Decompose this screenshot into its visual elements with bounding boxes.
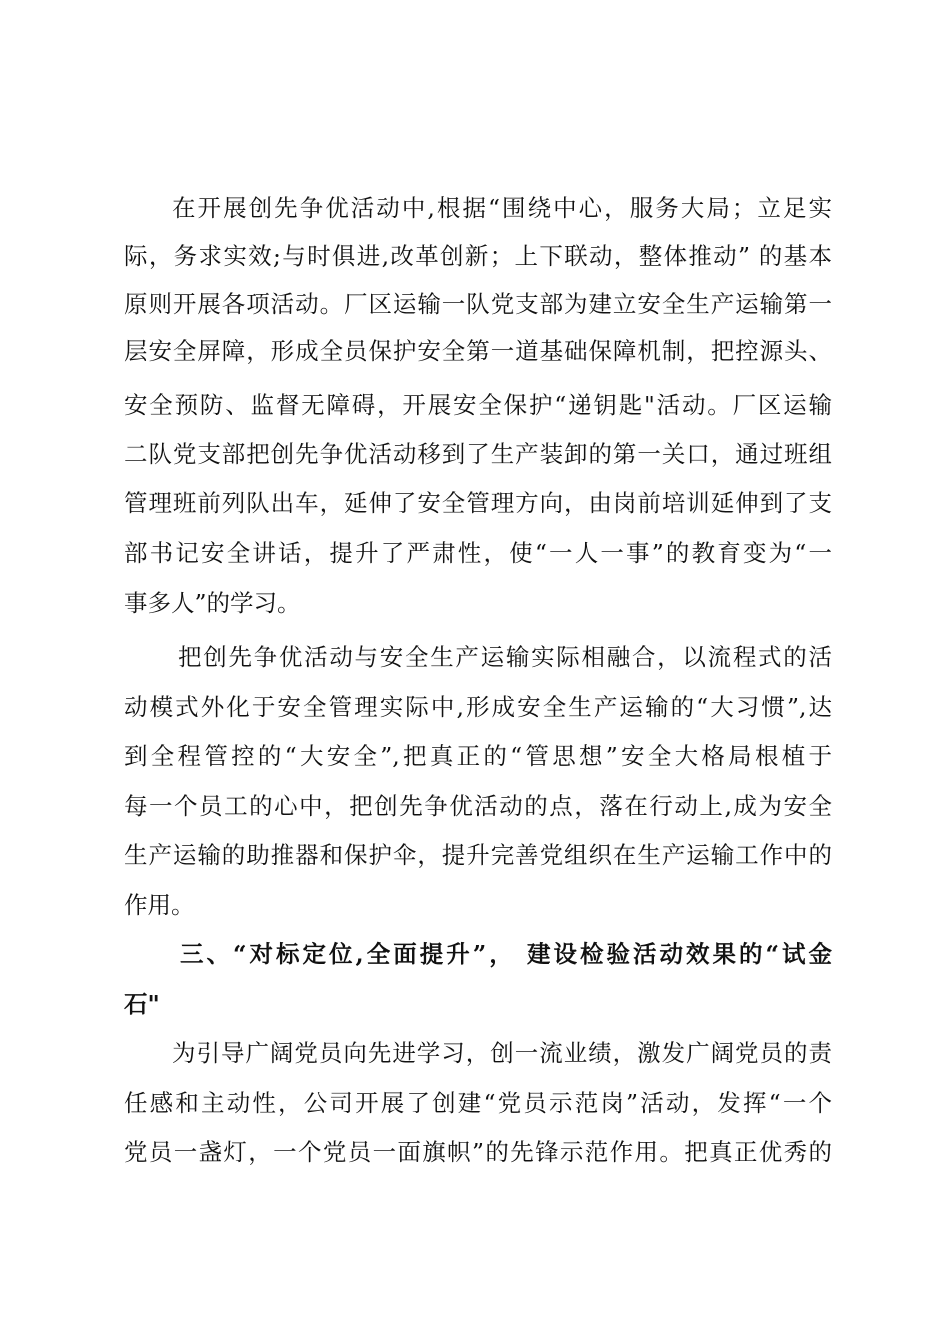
paragraph-line: 动模式外化于安全管理实际中,形成安全生产运输的“大习惯”,达 bbox=[124, 693, 832, 721]
paragraph-line: 原则开展各项活动。厂区运输一队党支部为建立安全生产运输第一 bbox=[124, 290, 832, 318]
paragraph-line: 安全预防、监督无障碍，开展安全保护“递钥匙"活动。厂区运输 bbox=[124, 391, 832, 419]
paragraph-line: 到全程管控的“大安全”,把真正的“管思想”安全大格局根植于 bbox=[124, 742, 832, 770]
paragraph-line: 每一个员工的心中，把创先争优活动的点，落在行动上,成为安全 bbox=[124, 792, 832, 820]
paragraph-line: 作用。 bbox=[124, 891, 195, 919]
paragraph-line: 二队党支部把创先争优活动移到了生产装卸的第一关口，通过班组 bbox=[124, 440, 832, 468]
paragraph-line: 为引导广阔党员向先进学习，创一流业绩，激发广阔党员的责 bbox=[172, 1039, 832, 1067]
paragraph-line: 事多人”的学习。 bbox=[124, 589, 301, 617]
paragraph-line: 任感和主动性，公司开展了创建“党员示范岗”活动，发挥“一个 bbox=[124, 1089, 832, 1117]
paragraph-line: 层安全屏障，形成全员保护安全第一道基础保障机制，把控源头、 bbox=[124, 337, 832, 365]
paragraph-line: 把创先争优活动与安全生产运输实际相融合，以流程式的活 bbox=[178, 643, 832, 671]
paragraph-line: 管理班前列队出车，延伸了安全管理方向，由岗前培训延伸到了支 bbox=[124, 489, 832, 517]
paragraph-line: 在开展创先争优活动中,根据“围绕中心，服务大局；立足实 bbox=[172, 194, 832, 222]
paragraph-line: 生产运输的助推器和保护伞，提升完善党组织在生产运输工作中的 bbox=[124, 841, 832, 869]
paragraph-line: 际，务求实效;与时俱进,改革创新；上下联动，整体推动” 的基本 bbox=[124, 242, 832, 270]
heading-line: 三、“对标定位,全面提升”， 建设检验活动效果的“试金 bbox=[180, 940, 832, 968]
paragraph-line: 部书记安全讲话，提升了严肃性，使“一人一事”的教育变为“一 bbox=[124, 539, 832, 567]
heading-line: 石" bbox=[124, 990, 160, 1018]
paragraph-line: 党员一盏灯，一个党员一面旗帜”的先锋示范作用。把真正优秀的 bbox=[124, 1138, 832, 1166]
